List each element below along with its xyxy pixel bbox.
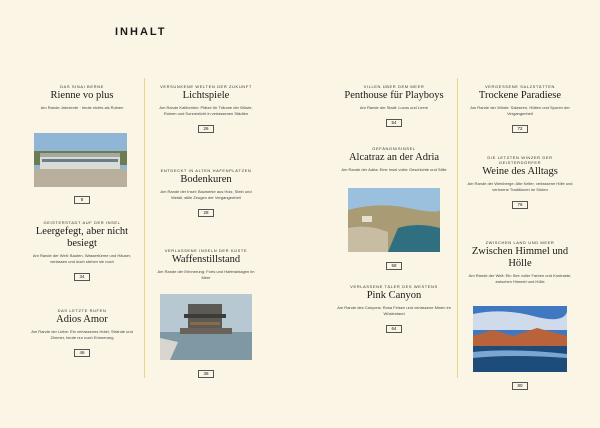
entry-kicker: ZWISCHEN LAND UND MEER — [485, 240, 555, 245]
photo-lake-canyon — [473, 306, 567, 372]
entry-description: Am Rande der Adria: Eine Insel voller Geschichte und Stille — [341, 167, 447, 172]
entry-description: Am Rande Jahrzente · heute nichts als Ruinen — [40, 105, 124, 110]
entry-description: Am Rande der Wüste: Salzseen, Hütten und Spuren der Vergangenheit — [470, 105, 570, 116]
page-number: 34 — [74, 273, 90, 281]
photo-ruin-coast — [160, 294, 252, 360]
entry-kicker: DAS LETZTE RUFEN — [57, 308, 107, 313]
page-number: 64 — [386, 325, 402, 333]
entry-title: Bodenkuren — [180, 174, 232, 185]
toc-entry[interactable] — [466, 374, 574, 392]
column-divider — [457, 78, 458, 378]
toc-entry[interactable] — [36, 84, 128, 111]
entry-description: Am Rande der Insel: Bauwerke aus Holz, Stein und Metall, stille Zeugen der Vergangenheit — [160, 189, 252, 200]
entry-description: Am Rande der Liebe: Ein verlassenes Hotel, Strände und Zimmer, heute nur noch Erinnerung — [31, 329, 133, 340]
entry-kicker: GEFÄNGNISINSEL — [372, 146, 416, 151]
column-divider — [144, 78, 145, 378]
entry-description: Am Rande der Weinberge: Alte Keller, verlassene Höfe und verlorene Traditionen im Süden — [467, 181, 573, 192]
entry-title: Zwischen Himmel und Hölle — [471, 246, 569, 269]
photo-island-coast — [348, 188, 440, 252]
entry-description: Am Rande des Canyons: Rosa Felsen und verlassene Minen im Wüstenland — [337, 305, 451, 316]
toc-entry[interactable] — [468, 84, 572, 135]
page-number: 80 — [512, 382, 528, 390]
entry-description: Am Rande der Welt: Bauten, Wassertürme und Häuser, verlassen und doch stehen sie noch — [32, 253, 132, 264]
entry-kicker: VERLASSENE TÄLER DES WESTENS — [350, 284, 438, 289]
entry-title: Waffenstillstand — [171, 254, 241, 265]
entry-description: Am Rande der Welt: Ein See voller Farben und Kontraste, zwischen Himmel und Hölle — [468, 273, 572, 284]
entry-kicker: GEISTERSTADT AUF DER INSEL — [43, 220, 121, 225]
toc-entry[interactable] — [336, 284, 452, 335]
entry-title: Pink Canyon — [366, 290, 422, 301]
toc-entry[interactable] — [156, 362, 256, 380]
entry-title: Weine des Alltags — [482, 166, 558, 177]
entry-kicker: VERSUNKENE WELTEN DER ZUKUNFT — [160, 84, 252, 89]
toc-entry[interactable] — [156, 168, 256, 219]
page-number: 72 — [512, 125, 528, 133]
entry-title: Adios Amor — [56, 314, 108, 325]
entry-description: Am Rande der Erinnerung: Forts und Hafenanlagen im Meer — [157, 269, 255, 280]
page-number: 58 — [386, 262, 402, 270]
entry-title: Leergefegt, aber nicht besiegt — [35, 226, 129, 249]
toc-entry[interactable] — [158, 84, 254, 135]
toc-entry[interactable] — [156, 248, 256, 281]
page-number: 76 — [512, 201, 528, 209]
page-number: 8 — [74, 196, 90, 204]
entry-kicker: VERLASSENE INSELN DER KÜSTE — [164, 248, 248, 253]
toc-entry[interactable] — [336, 84, 452, 129]
entry-title: Lichtspiele — [182, 90, 230, 101]
entry-description: Am Rande der Stadt: Luxus und Leere — [359, 105, 429, 110]
page-number: 26 — [198, 125, 214, 133]
toc-entry[interactable] — [336, 146, 452, 173]
entry-title: Alcatraz an der Adria — [348, 152, 440, 163]
entry-kicker: VILLEN ÜBER DEM MEER — [363, 84, 425, 89]
toc-entry[interactable] — [30, 308, 134, 359]
toc-entry[interactable] — [36, 188, 128, 206]
photo-building — [34, 133, 127, 187]
entry-kicker: ENTDECKT IN ALTEN HAFENPLÄTZEN — [160, 168, 252, 173]
page-number: 54 — [386, 119, 402, 127]
page-number: 46 — [74, 349, 90, 357]
entry-title: Penthouse für Playboys — [344, 90, 444, 101]
entry-title: Trockene Paradiese — [478, 90, 562, 101]
entry-kicker: DAS SINAI BERNE — [60, 84, 104, 89]
entry-description: Am Rande Kalifornien: Plätze für Träume der Wüste, Ruinen und Sonnenlicht in verlassenen Städten — [159, 105, 253, 116]
page-number: 38 — [198, 370, 214, 378]
toc-entry[interactable] — [336, 254, 452, 272]
entry-kicker: VERGESSENE SALZSTÄTTEN — [484, 84, 556, 89]
entry-kicker: DIE LETZTEN WINZER DER GEISTERDÖRFER — [487, 155, 553, 165]
entry-title: Rienne vo plus — [50, 90, 114, 101]
toc-entry[interactable] — [466, 240, 574, 285]
toc-entry[interactable] — [30, 220, 134, 283]
page-number: 28 — [198, 209, 214, 217]
page-title: INHALT — [115, 26, 167, 38]
toc-entry[interactable] — [466, 155, 574, 211]
